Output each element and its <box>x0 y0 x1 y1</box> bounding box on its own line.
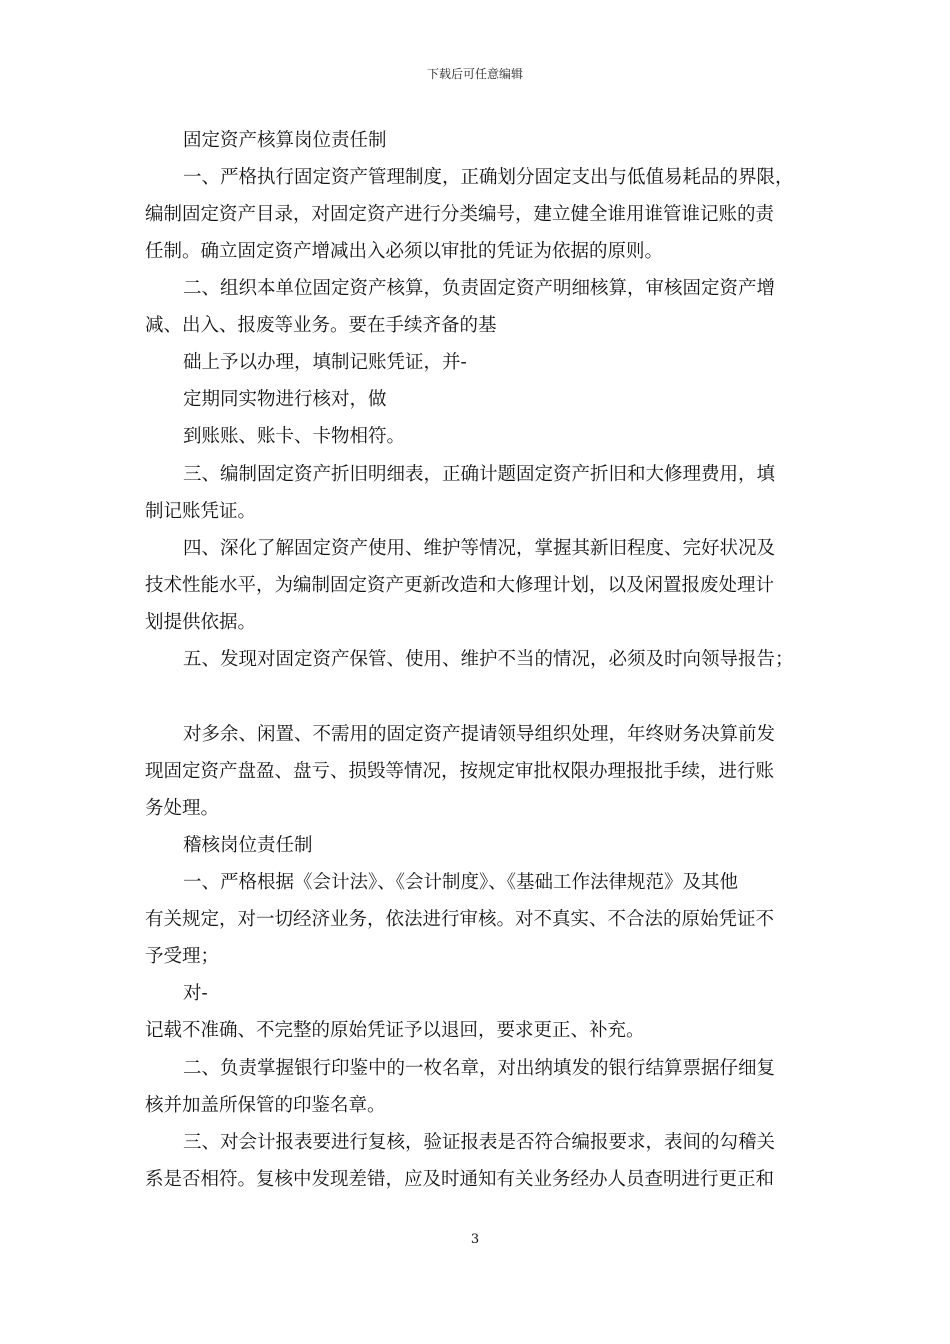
paragraph-line: 核并加盖所保管的印鉴名章。 <box>145 1095 386 1116</box>
paragraph-line: 三、对会计报表要进行复核，验证报表是否符合编报要求，表间的勾稽关 <box>183 1132 776 1153</box>
paragraph-line: 减、出入、报废等业务。要在手续齐备的基 <box>145 315 497 336</box>
paragraph-line: 二、组织本单位固定资产核算，负责固定资产明细核算，审核固定资产增 <box>183 278 776 299</box>
page-header: 下载后可任意编辑 <box>426 67 523 81</box>
paragraph-line: 务处理。 <box>145 798 220 819</box>
paragraph-line: 一、严格根据《会计法》、《会计制度》、《基础工作法律规范》及其他 <box>183 872 739 893</box>
section-title: 固定资产核算岗位责任制 <box>183 130 387 151</box>
paragraph-line: 五、发现对固定资产保管、使用、维护不当的情况，必须及时向领导报告； <box>183 649 794 670</box>
paragraph-line: 记载不准确、不完整的原始凭证予以退回，要求更正、补充。 <box>145 1020 645 1041</box>
paragraph-line: 对- <box>183 983 208 1004</box>
paragraph-line: 制记账凭证。 <box>145 501 257 522</box>
paragraph-line: 三、编制固定资产折旧明细表，正确计题固定资产折旧和大修理费用，填 <box>183 464 776 485</box>
paragraph-line: 技术性能水平，为编制固定资产更新改造和大修理计划，以及闲置报废处理计 <box>145 575 775 596</box>
paragraph-line: 到账账、账卡、卡物相符。 <box>183 426 406 447</box>
paragraph-line: 一、严格执行固定资产管理制度，正确划分固定支出与低值易耗品的界限， <box>183 167 794 188</box>
paragraph-line: 系是否相符。复核中发现差错，应及时通知有关业务经办人员查明进行更正和 <box>145 1169 775 1190</box>
paragraph-line: 定期同实物进行核对，做 <box>183 389 387 410</box>
paragraph-line: 予受理； <box>145 946 220 967</box>
paragraph-line: 础上予以办理，填制记账凭证，并- <box>183 352 467 373</box>
paragraph-line: 任制。确立固定资产增减出入必须以审批的凭证为依据的原则。 <box>145 241 664 262</box>
paragraph-line: 划提供依据。 <box>145 612 257 633</box>
paragraph-line: 四、深化了解固定资产使用、维护等情况，掌握其新旧程度、完好状况及 <box>183 538 776 559</box>
paragraph-line: 现固定资产盘盈、盘亏、损毁等情况，按规定审批权限办理报批手续，进行账 <box>145 761 775 782</box>
paragraph-line: 有关规定，对一切经济业务，依法进行审核。对不真实、不合法的原始凭证不 <box>145 909 775 930</box>
page-number: 3 <box>470 1232 480 1247</box>
paragraph-line: 编制固定资产目录，对固定资产进行分类编号，建立健全谁用谁管谁记账的责 <box>145 204 775 225</box>
section-title: 稽核岗位责任制 <box>183 835 313 856</box>
paragraph-line: 对多余、闲置、不需用的固定资产提请领导组织处理，年终财务决算前发 <box>183 724 776 745</box>
paragraph-line: 二、负责掌握银行印鉴中的一枚名章，对出纳填发的银行结算票据仔细复 <box>183 1058 776 1079</box>
